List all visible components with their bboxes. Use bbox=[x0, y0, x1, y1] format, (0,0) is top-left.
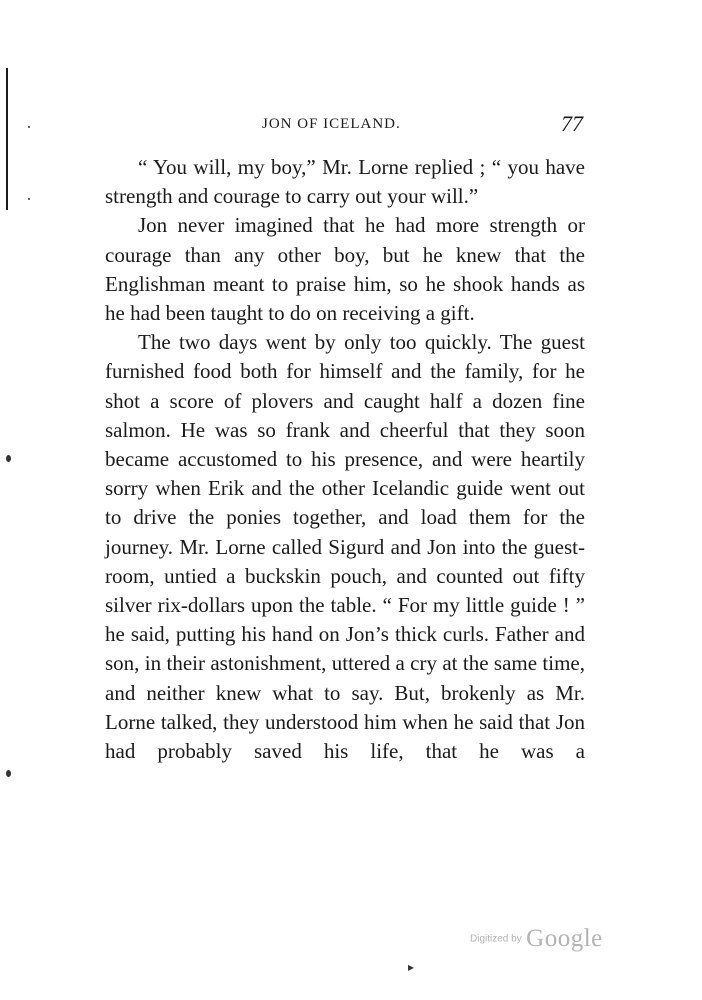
page-number: 77 bbox=[561, 111, 583, 136]
scan-speck bbox=[6, 455, 11, 462]
body-text bbox=[105, 153, 585, 766]
google-logo: Google bbox=[526, 925, 603, 952]
scan-speck bbox=[28, 126, 30, 128]
digitized-watermark bbox=[470, 925, 603, 953]
running-title: JON OF ICELAND. bbox=[262, 116, 401, 132]
watermark-prefix: Digitized by bbox=[470, 933, 522, 945]
paragraph: Jon never imagined that he had more strength or courage than any other boy, but he knew that the Englishman meant to praise him, so he shook hands as he had been taught to do on receiving a gift. bbox=[105, 213, 585, 326]
scan-edge-line bbox=[6, 68, 8, 210]
scan-speck bbox=[6, 770, 11, 777]
scan-speck bbox=[28, 198, 30, 200]
stray-mark-icon: ▸ bbox=[408, 960, 415, 974]
paragraph: The two days went by only too quickly. The guest furnished food both for himself and the family, for he shot a score of plovers and caught half a dozen fine salmon. He was so frank and cheerful that they soon became accustomed to his presence, and were heartily sorry when Erik and the other Icelandic guide went out to drive the ponies together, and load them for the journey. Mr. Lorne called Sigurd and Jon into the guest-room, untied a buckskin pouch, and counted out fifty silver rix-dollars upon the table. “ For my little guide ! ” he said, putting his hand on Jon’s thick curls. Father and son, in their astonishment, uttered a cry at the same time, and neither knew what to say. But, brokenly as Mr. Lorne talked, they understood him when he said that Jon had probably saved his life, that he was a bbox=[105, 330, 585, 764]
paragraph: “ You will, my boy,” Mr. Lorne replied ; “ you have strength and courage to carry out your will.” bbox=[105, 155, 585, 209]
